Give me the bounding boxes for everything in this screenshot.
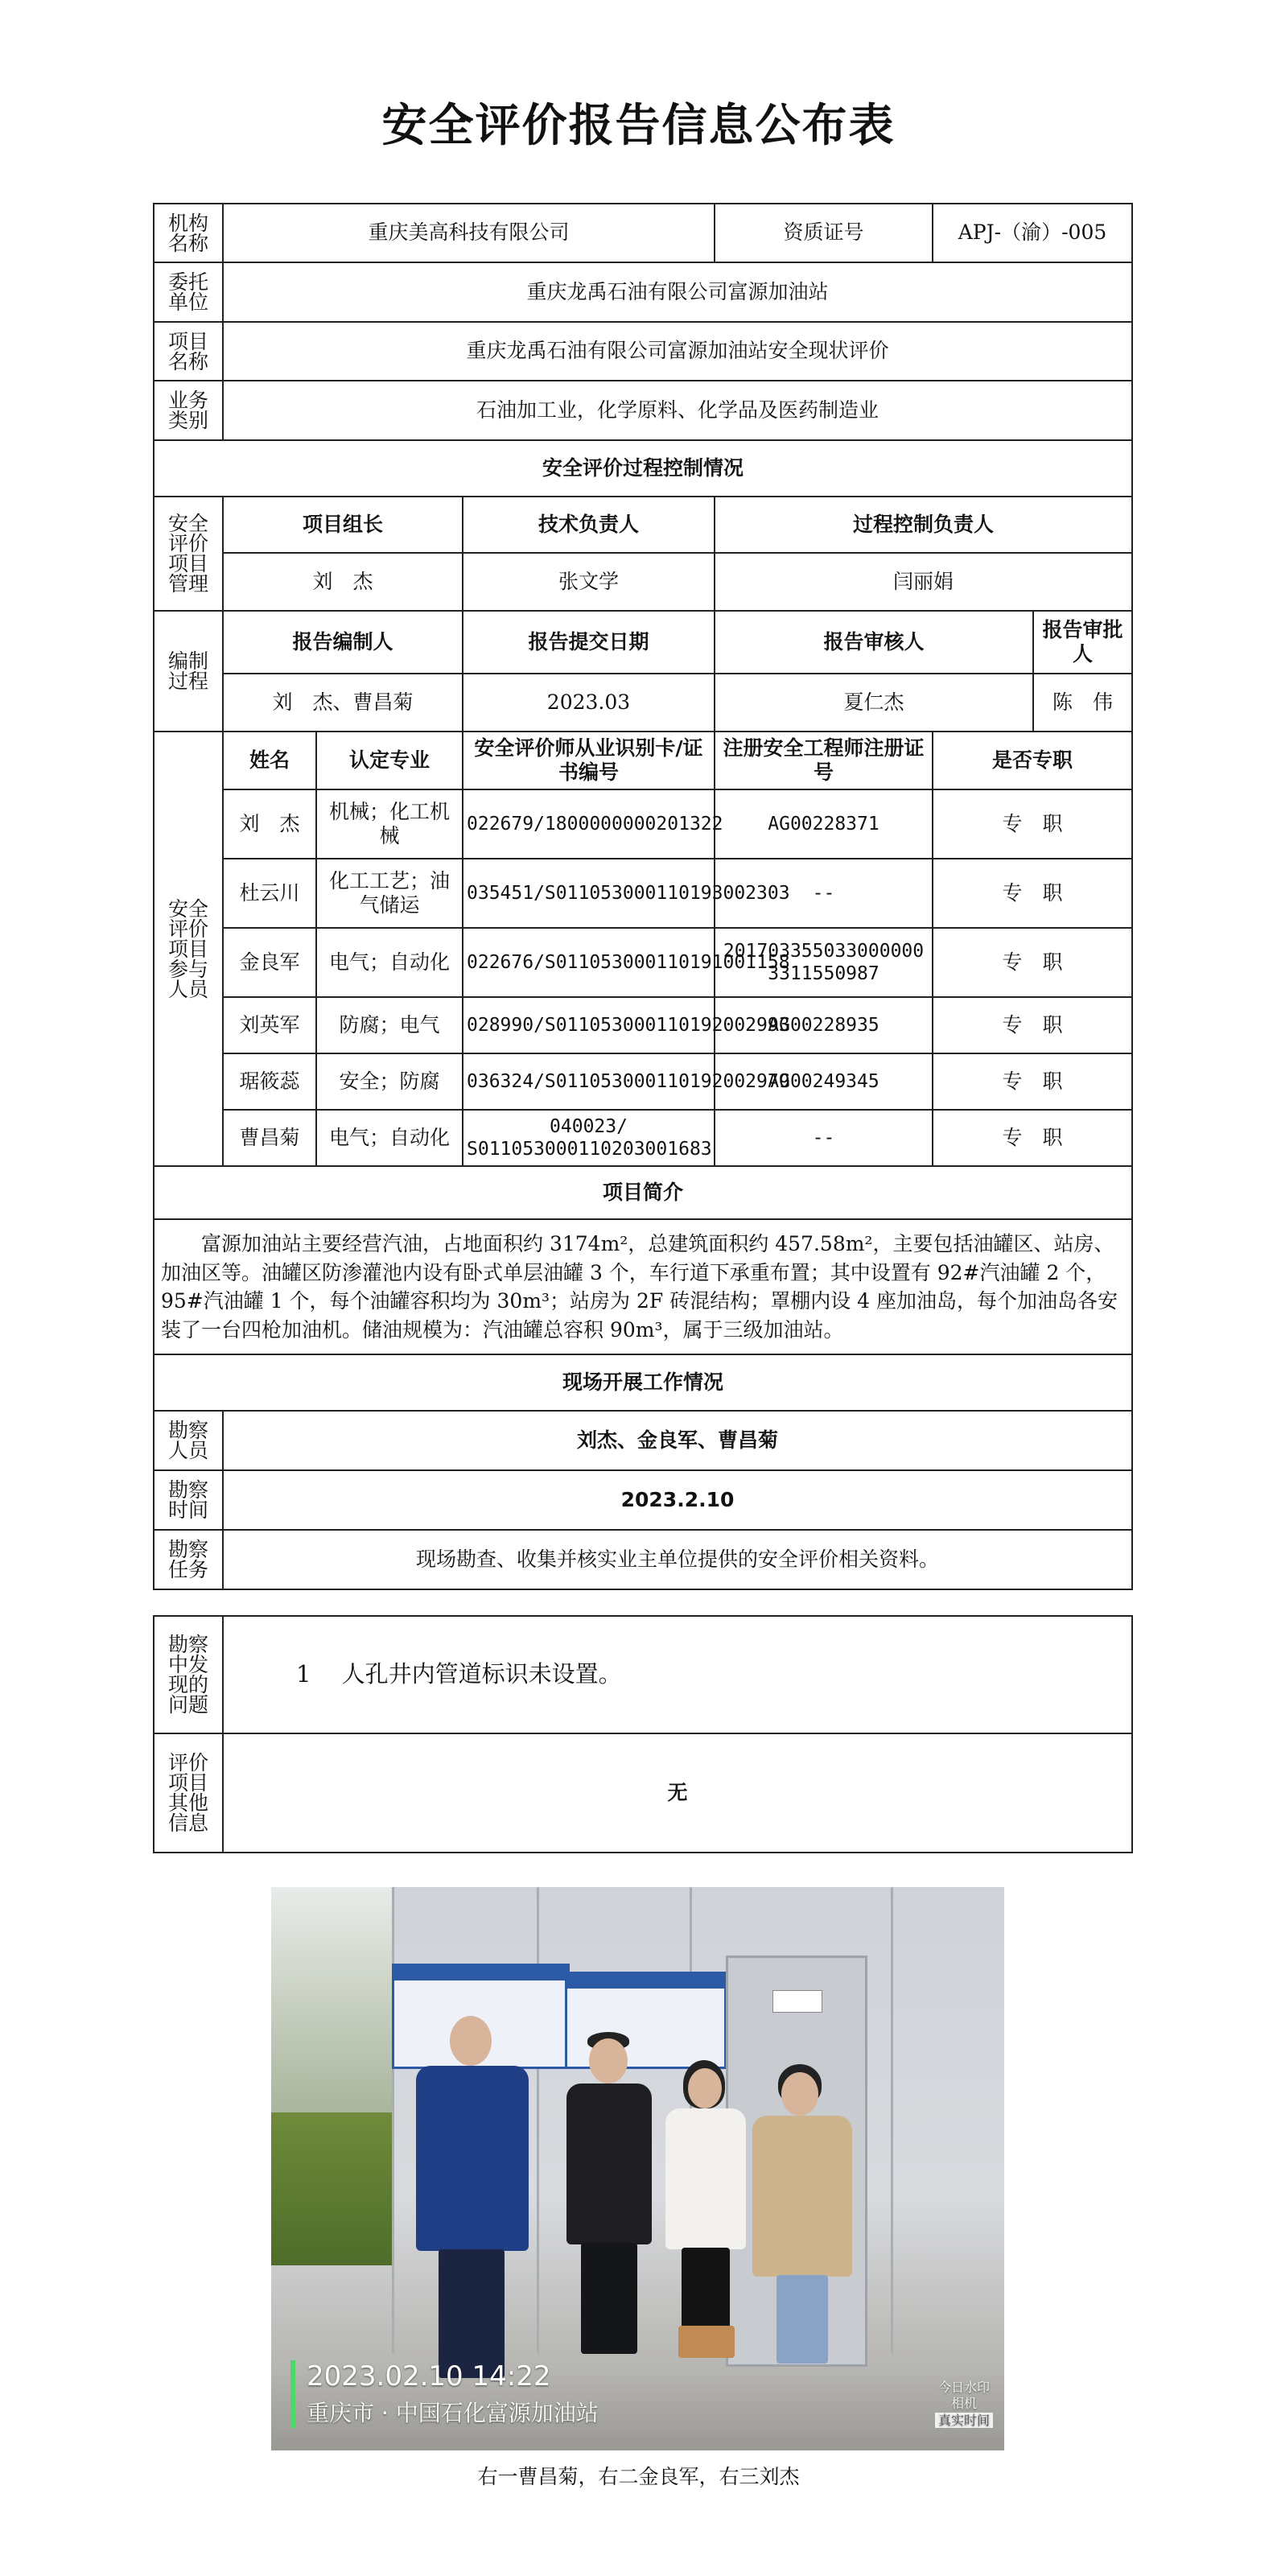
other-info-label: 评价项目其他信息 [154, 1733, 223, 1853]
mgmt-header-leader: 项目组长 [223, 497, 463, 553]
compile-author: 刘 杰、曹昌菊 [223, 674, 463, 732]
watermark-tag: 真实时间 [935, 2413, 993, 2428]
participant-reg: AG00249345 [715, 1053, 933, 1110]
compile-header-reviewer: 报告审核人 [715, 611, 1033, 674]
hedge [271, 2112, 392, 2265]
other-info-text: 无 [223, 1733, 1132, 1853]
participant-major: 电气；自动化 [316, 928, 463, 997]
participants-label: 安全评价项目参与人员 [154, 732, 223, 1166]
participant-reg: AG00228935 [715, 997, 933, 1053]
sky-area [271, 1887, 392, 2112]
watermark-line1: 今日水印 [937, 2380, 990, 2396]
client-label: 委托单位 [154, 262, 223, 322]
survey-task-label: 勘察任务 [154, 1530, 223, 1589]
watermark-line2: 相机 [950, 2395, 977, 2411]
photo-time: 2023.02.10 14:22 [307, 2360, 551, 2393]
participant-fulltime: 专 职 [933, 789, 1132, 859]
participant-name: 刘 杰 [223, 789, 316, 859]
participant-fulltime: 专 职 [933, 997, 1132, 1053]
col-header-fulltime: 是否专职 [933, 732, 1132, 789]
participant-major: 机械；化工机械 [316, 789, 463, 859]
participant-fulltime: 专 职 [933, 1053, 1132, 1110]
mgmt-control: 闫丽娟 [715, 553, 1132, 611]
table-row [154, 789, 1132, 859]
participant-major: 防腐；电气 [316, 997, 463, 1053]
intro-heading: 项目简介 [154, 1166, 1132, 1219]
table-row [154, 859, 1132, 928]
management-label: 安全评价项目管理 [154, 497, 223, 611]
survey-time: 2023.2.10 [223, 1470, 1132, 1530]
participant-card: 040023/ S011053000110203001683 [463, 1110, 715, 1166]
participant-card: 028990/S011053000110192002993 [463, 997, 715, 1053]
participant-reg: -- [715, 859, 933, 928]
org-name: 重庆美高科技有限公司 [223, 204, 715, 262]
participant-major: 电气；自动化 [316, 1110, 463, 1166]
compile-approver: 陈 伟 [1033, 674, 1132, 732]
survey-time-label: 勘察时间 [154, 1470, 223, 1530]
participant-reg: 2017033550330000003311550987 [715, 928, 933, 997]
col-header-card: 安全评价师从业识别卡/证书编号 [463, 732, 715, 789]
participant-name: 金良军 [223, 928, 316, 997]
business-value: 石油加工业，化学原料、化学品及医药制造业 [223, 381, 1132, 440]
camera-watermark [935, 2380, 993, 2428]
wall-seam [891, 1887, 893, 2354]
participant-name: 曹昌菊 [223, 1110, 316, 1166]
participant-fulltime: 专 职 [933, 1110, 1132, 1166]
client-value: 重庆龙禹石油有限公司富源加油站 [223, 262, 1132, 322]
person-left [400, 2016, 545, 2378]
issues-text: 1 人孔井内管道标识未设置。 [223, 1616, 1132, 1733]
person-second [557, 2032, 661, 2354]
photo-timestamp [290, 2360, 599, 2428]
participant-name: 杜云川 [223, 859, 316, 928]
cert-label: 资质证号 [715, 204, 933, 262]
process-heading: 安全评价过程控制情况 [154, 440, 1132, 497]
page-title: 安全评价报告信息公布表 [381, 100, 896, 152]
table-row [154, 1110, 1132, 1166]
project-label: 项目名称 [154, 322, 223, 381]
survey-task: 现场勘查、收集并核实业主单位提供的安全评价相关资料。 [223, 1530, 1132, 1589]
project-intro: 富源加油站主要经营汽油，占地面积约 3174m²，总建筑面积约 457.58m²，主要包括油罐区、站房、加油区等。油罐区防渗灌池内设有卧式单层油罐 3 个，车行道下承重布置；其中设置有 92#汽油罐 2 个，95#汽油罐 1 个，每个油罐容积均为 30m³；站房为 2F 砖混结构；罩棚内设 4 座加油岛，每个加油岛各安装了一台四枪加油机。储油规模为：汽油罐总容积 90m³，属于三级加油站。 [154, 1219, 1132, 1354]
table-row [154, 997, 1132, 1053]
mgmt-header-tech: 技术负责人 [463, 497, 715, 553]
participant-major: 化工工艺；油气储运 [316, 859, 463, 928]
wall-seam [392, 1887, 394, 2354]
participant-reg: AG00228371 [715, 789, 933, 859]
door-sign [772, 1990, 822, 2013]
participant-name: 琚筱蕊 [223, 1053, 316, 1110]
participant-card: 022679/1800000000201322 [463, 789, 715, 859]
participant-reg: -- [715, 1110, 933, 1166]
participant-fulltime: 专 职 [933, 928, 1132, 997]
compile-header-date: 报告提交日期 [463, 611, 715, 674]
issues-table [153, 1615, 1133, 1853]
participant-card: 022676/S011053000110191001158 [463, 928, 715, 997]
photo-caption: 右一曹昌菊，右二金良军，右三刘杰 [477, 2465, 800, 2488]
org-name-label: 机构名称 [154, 204, 223, 262]
photo-location: 重庆市 · 中国石化富源加油站 [307, 2400, 599, 2426]
mgmt-leader: 刘 杰 [223, 553, 463, 611]
mgmt-tech: 张文学 [463, 553, 715, 611]
business-label: 业务类别 [154, 381, 223, 440]
issues-label: 勘察中发现的问题 [154, 1616, 223, 1733]
table-row [154, 928, 1132, 997]
participant-fulltime: 专 职 [933, 859, 1132, 928]
participant-major: 安全；防腐 [316, 1053, 463, 1110]
participant-name: 刘英军 [223, 997, 316, 1053]
participant-card: 036324/S011053000110192002979 [463, 1053, 715, 1110]
site-heading: 现场开展工作情况 [154, 1354, 1132, 1411]
person-third [657, 2060, 754, 2358]
project-value: 重庆龙禹石油有限公司富源加油站安全现状评价 [223, 322, 1132, 381]
participant-card: 035451/S011053000110193002303 [463, 859, 715, 928]
info-table [153, 203, 1133, 1590]
col-header-major: 认定专业 [316, 732, 463, 789]
survey-staff-label: 勘察人员 [154, 1411, 223, 1470]
compile-header-approver: 报告审批人 [1033, 611, 1132, 674]
survey-staff: 刘杰、金良军、曹昌菊 [223, 1411, 1132, 1470]
compile-reviewer: 夏仁杰 [715, 674, 1033, 732]
site-photo [271, 1887, 1004, 2450]
table-row [154, 1053, 1132, 1110]
compile-header-author: 报告编制人 [223, 611, 463, 674]
col-header-reg: 注册安全工程师注册证号 [715, 732, 933, 789]
cert-number: APJ-（渝）-005 [933, 204, 1132, 262]
compile-date: 2023.03 [463, 674, 715, 732]
person-right [746, 2064, 859, 2378]
col-header-name: 姓名 [223, 732, 316, 789]
compile-label: 编制过程 [154, 611, 223, 732]
mgmt-header-control: 过程控制负责人 [715, 497, 1132, 553]
